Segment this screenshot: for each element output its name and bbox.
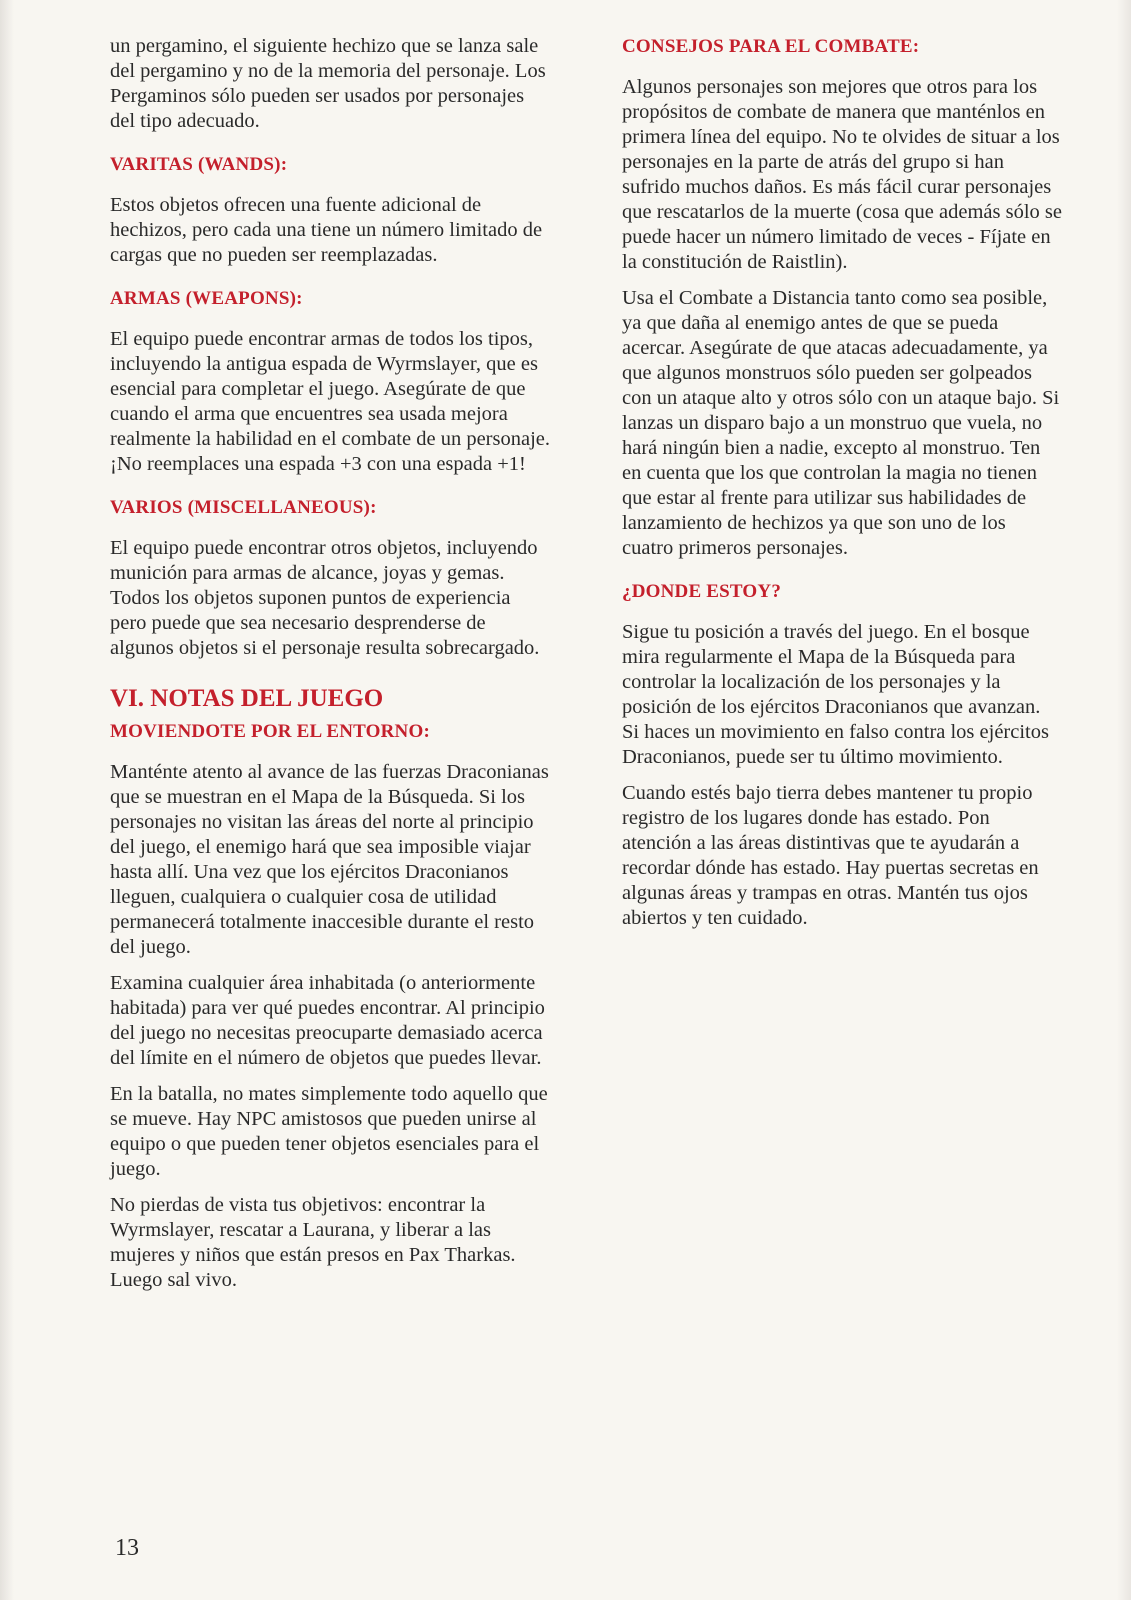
chapter-title: VI. NOTAS DEL JUEGO [110,685,384,712]
moving-heading: MOVIENDOTE POR EL ENTORNO: [110,721,430,742]
moving-paragraph-4: No pierdas de vista tus objetivos: encontrar la Wyrmslayer, rescatar a Laurana, y liberar a las mujeres y niños que están presos en Pax Tharkas. Luego sal vivo. [110,1194,516,1291]
moving-paragraph-1: Manténte atento al avance de las fuerzas Draconianas que se muestran en el Mapa de la Búsqueda. Si los personajes no visitan las áreas del norte al principio del juego, el enemigo hará que sea imposible viajar hasta allí. Una vez que los ejércitos Draconianos lleguen, cualquiera o cualquier cosa de utilidad permanecerá totalmente inaccesible durante el resto del juego. [110,761,549,958]
page-edge-right [1117,0,1131,1600]
where-paragraph-2: Cuando estés bajo tierra debes mantener tu propio registro de los lugares donde has estado. Pon atención a las áreas distintivas que te ayudarán a recordar dónde has estado. Hay puertas secretas en algunas áreas y trampas en otras. Mantén tus ojos abiertos y ten cuidado. [622,782,1039,929]
page-edge-left [0,0,14,1600]
wands-heading: VARITAS (WANDS): [110,154,288,175]
moving-paragraph-3: En la batalla, no mates simplemente todo aquello que se mueve. Hay NPC amistosos que pueden unirse al equipo o que pueden tener objetos esenciales para el juego. [110,1083,548,1180]
left-column [110,34,550,1304]
combat-heading: CONSEJOS PARA EL COMBATE: [622,36,920,57]
weapons-heading: ARMAS (WEAPONS): [110,288,303,309]
combat-paragraph-2: Usa el Combate a Distancia tanto como sea posible, ya que daña al enemigo antes de que se pueda acercar. Asegúrate de que atacas adecuadamente, ya que algunos monstruos sólo pueden ser golpeados con un ataque alto y otros sólo con un ataque bajo. Si lanzas un disparo bajo a un monstruo que vuela, no hará ningún bien a nadie, excepto al monstruo. Ten en cuenta que los que controlan la magia no tienen que estar al frente para utilizar sus habilidades de lanzamiento de hechizos ya que son uno de los cuatro primeros personajes. [622,287,1060,559]
misc-paragraph: El equipo puede encontrar otros objetos, incluyendo munición para armas de alcance, joyas y gemas. Todos los objetos suponen puntos de experiencia pero puede que sea necesario desprenderse de algunos objetos si el personaje resulta sobrecargado. [110,537,540,659]
page-number: 13 [115,1535,139,1561]
where-paragraph-1: Sigue tu posición a través del juego. En el bosque mira regularmente el Mapa de la Búsqueda para controlar la localización de los personajes y la posición de los ejércitos Draconianos que avanzan. Si haces un movimiento en falso contra los ejércitos Draconianos, puede ser tu último movimiento. [622,621,1049,768]
moving-paragraph-2: Examina cualquier área inhabitada (o anteriormente habitada) para ver qué puedes encontrar. Al principio del juego no necesitas preocuparte demasiado acerca del límite en el número de objetos que puedes llevar. [110,972,545,1069]
wands-paragraph: Estos objetos ofrecen una fuente adicional de hechizos, pero cada una tiene un número limitado de cargas que no pueden ser reemplazadas. [110,194,543,266]
combat-paragraph-1: Algunos personajes son mejores que otros para los propósitos de combate de manera que manténlos en primera línea del equipo. No te olvides de situar a los personajes en la parte de atrás del grupo si han sufrido muchos daños. Es más fácil curar personajes que rescatarlos de la muerte (cosa que además sólo se puede hacer un número limitado de veces - Fíjate en la constitución de Raistlin). [622,76,1062,273]
weapons-paragraph: El equipo puede encontrar armas de todos los tipos, incluyendo la antigua espada de Wyrmslayer, que es esencial para completar el juego. Asegúrate de que cuando el arma que encuentres sea usada mejora realmente la habilidad en el combate de un personaje. ¡No reemplaces una espada +3 con una espada +1! [110,328,550,475]
misc-heading: VARIOS (MISCELLANEOUS): [110,497,377,518]
scrolls-continuation-paragraph: un pergamino, el siguiente hechizo que se lanza sale del pergamino y no de la memoria del personaje. Los Pergaminos sólo pueden ser usados por personajes del tipo adecuado. [110,35,546,132]
right-column [622,34,1062,942]
where-heading: ¿DONDE ESTOY? [622,581,782,602]
